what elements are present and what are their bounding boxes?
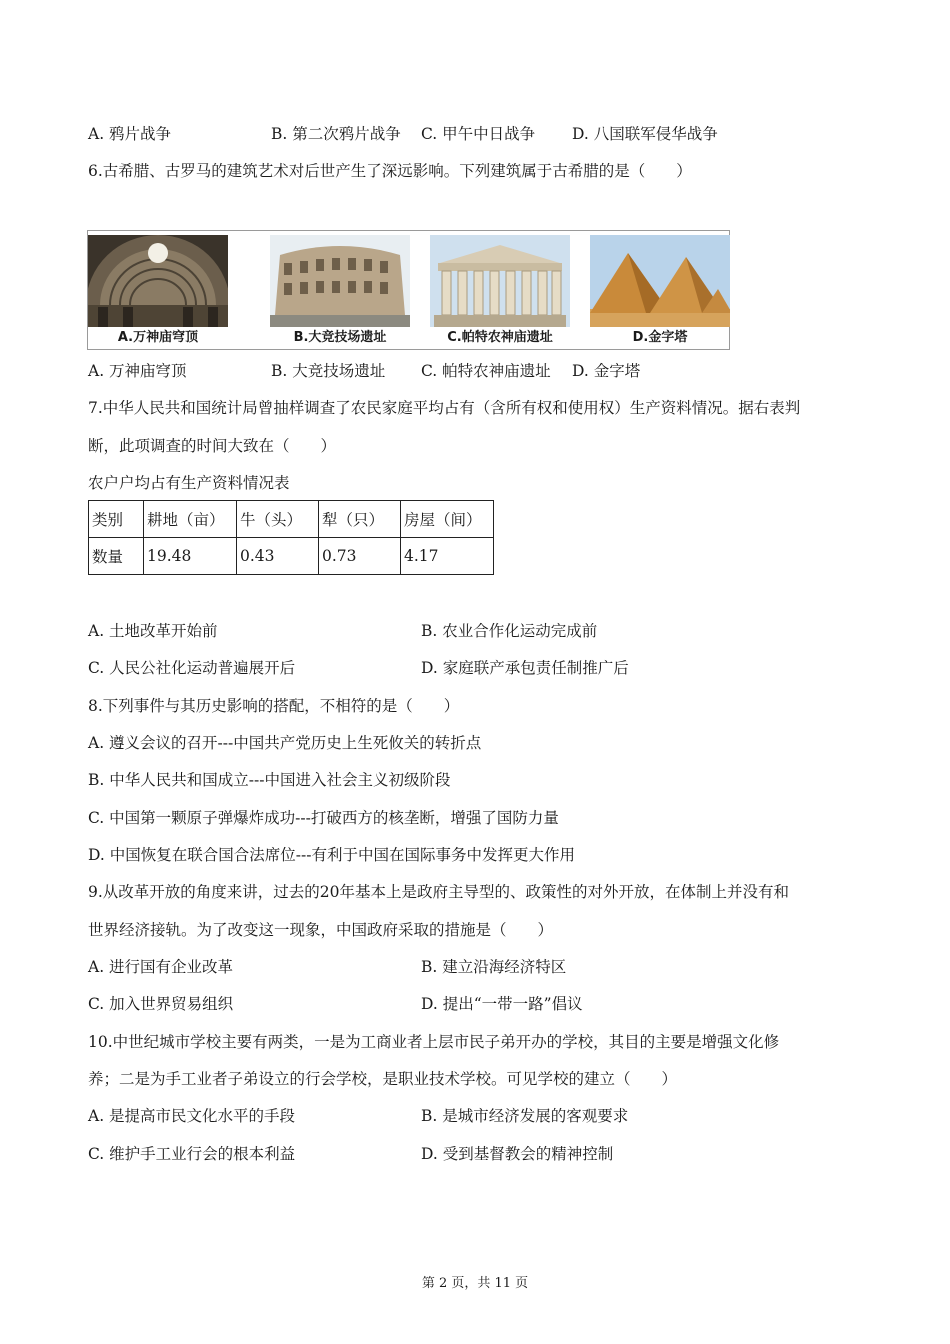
caption-b: B.大竞技场遗址	[293, 330, 387, 345]
pantheon-image	[88, 235, 228, 347]
q10-stem-line1: 10.中世纪城市学校主要有两类，一是为工商业者上层市民子弟开办的学校，其目的主要是增强文化修	[88, 1033, 780, 1051]
header-cell: 牛（头）	[237, 501, 319, 538]
q6-option-a: A. 万神庙穹顶	[88, 362, 187, 380]
q7-option-c: C. 人民公社化运动普遍展开后	[88, 659, 296, 677]
pyramids-image	[590, 235, 730, 347]
q7-option-d: D. 家庭联产承包责任制推广后	[421, 659, 629, 677]
table-cell: 数量	[89, 538, 144, 575]
header-cell: 犁（只）	[319, 501, 401, 538]
q5-option-d: D. 八国联军侵华战争	[572, 125, 718, 143]
table-row	[89, 538, 494, 575]
production-means-table	[88, 500, 494, 575]
caption-c: C.帕特农神庙遗址	[447, 330, 553, 345]
q10-option-d: D. 受到基督教会的精神控制	[421, 1145, 614, 1163]
colosseum-image	[270, 235, 410, 347]
q7-stem-line1: 7.中华人民共和国统计局曾抽样调查了农民家庭平均占有（含所有权和使用权）生产资料情况。据右表判	[88, 399, 801, 417]
q6-option-d: D. 金字塔	[572, 362, 641, 380]
q9-stem-line2: 世界经济接轨。为了改变这一现象，中国政府采取的措施是（ ）	[88, 921, 554, 939]
caption-d: D.金字塔	[632, 330, 688, 345]
q5-option-c: C. 甲午中日战争	[421, 125, 536, 143]
q5-option-a: A. 鸦片战争	[88, 125, 172, 143]
header-cell: 耕地（亩）	[144, 501, 237, 538]
q9-option-d: D. 提出“一带一路”倡议	[421, 995, 583, 1013]
q6-option-b: B. 大竞技场遗址	[271, 362, 386, 380]
table-cell: 4.17	[401, 538, 494, 575]
q5-option-b: B. 第二次鸦片战争	[271, 125, 401, 143]
table-cell: 0.43	[237, 538, 319, 575]
header-cell: 房屋（间）	[401, 501, 494, 538]
q8-option-c: C. 中国第一颗原子弹爆炸成功---打破西方的核垄断，增强了国防力量	[88, 809, 559, 827]
table-cell: 19.48	[144, 538, 237, 575]
q6-option-c: C. 帕特农神庙遗址	[421, 362, 551, 380]
page-footer: 第 2 页，共 11 页	[421, 1276, 529, 1291]
header-cell: 类别	[89, 501, 144, 538]
caption-a: A.万神庙穹顶	[117, 330, 199, 345]
q7-option-a: A. 土地改革开始前	[88, 622, 218, 640]
q6-stem: 6.古希腊、古罗马的建筑艺术对后世产生了深远影响。下列建筑属于古希腊的是（ ）	[88, 162, 692, 180]
q9-option-a: A. 进行国有企业改革	[88, 958, 234, 976]
q8-stem: 8.下列事件与其历史影响的搭配，不相符的是（ ）	[88, 697, 460, 715]
table-header-row	[89, 501, 494, 538]
q10-option-b: B. 是城市经济发展的客观要求	[421, 1107, 629, 1125]
q10-stem-line2: 养；二是为手工业者子弟设立的行会学校，是职业技术学校。可见学校的建立（ ）	[88, 1070, 678, 1088]
q6-figure	[87, 230, 730, 350]
q9-stem-line1: 9.从改革开放的角度来讲，过去的20年基本上是政府主导型的、政策性的对外开放，在体制上并没有和	[88, 883, 790, 901]
q10-option-c: C. 维护手工业行会的根本利益	[88, 1145, 296, 1163]
q7-stem-line2: 断，此项调查的时间大致在（ ）	[88, 437, 337, 455]
q8-option-b: B. 中华人民共和国成立---中国进入社会主义初级阶段	[88, 771, 451, 789]
table-title: 农户户均占有生产资料情况表	[88, 474, 290, 492]
q8-option-a: A. 遵义会议的召开---中国共产党历史上生死攸关的转折点	[88, 734, 482, 752]
q8-option-d: D. 中国恢复在联合国合法席位---有利于中国在国际事务中发挥更大作用	[88, 846, 575, 864]
q9-option-c: C. 加入世界贸易组织	[88, 995, 234, 1013]
q9-option-b: B. 建立沿海经济特区	[421, 958, 567, 976]
table-cell: 0.73	[319, 538, 401, 575]
parthenon-image	[430, 235, 570, 347]
q7-option-b: B. 农业合作化运动完成前	[421, 622, 598, 640]
q10-option-a: A. 是提高市民文化水平的手段	[88, 1107, 296, 1125]
